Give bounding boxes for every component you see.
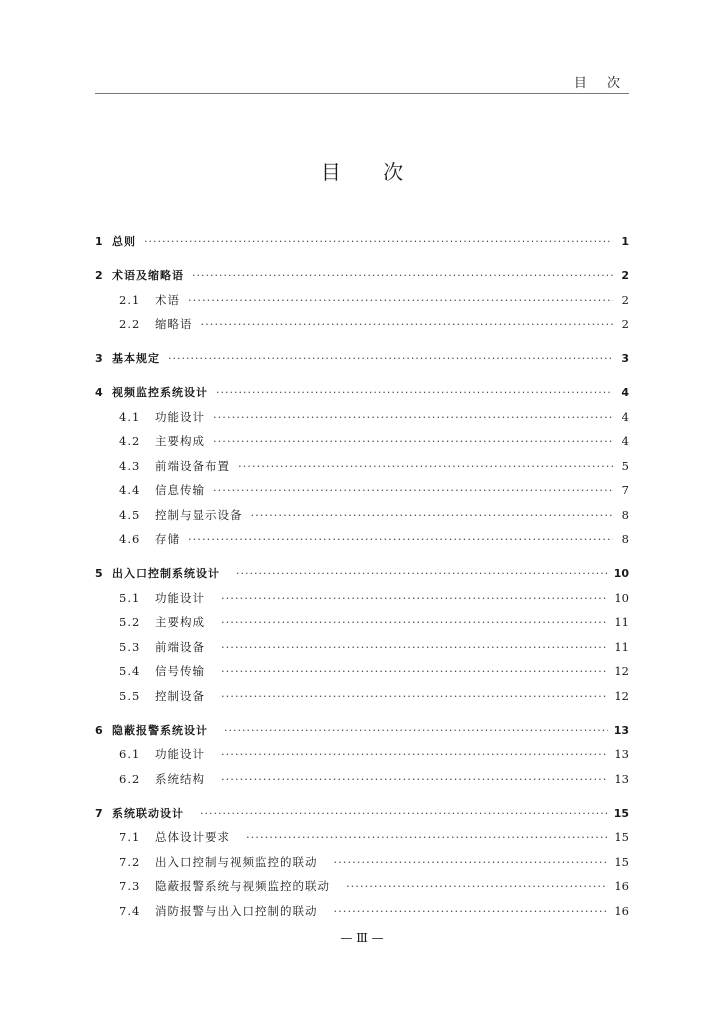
toc-entry-title: 总则 bbox=[112, 235, 136, 248]
toc-chapter-entry[interactable] bbox=[95, 384, 629, 409]
toc-section-entry[interactable] bbox=[95, 316, 629, 341]
toc-entry-number: 5.4 bbox=[119, 664, 141, 678]
toc-entry-title: 术语及缩略语 bbox=[112, 269, 184, 282]
dot-leader bbox=[213, 434, 613, 448]
toc-section-entry[interactable] bbox=[95, 433, 629, 458]
toc-entry-page: 15 bbox=[614, 854, 629, 869]
toc-section-entry[interactable] bbox=[95, 507, 629, 532]
toc-section-entry[interactable] bbox=[95, 590, 629, 615]
toc-entry-page: 11 bbox=[614, 639, 629, 654]
dot-leader bbox=[221, 640, 608, 654]
toc-entry-number: 7 bbox=[95, 806, 103, 820]
toc-entry-number: 2 bbox=[95, 269, 103, 282]
dot-leader bbox=[224, 724, 608, 737]
toc-entry-number: 6.2 bbox=[119, 771, 141, 786]
toc-entry-number: 5.1 bbox=[119, 590, 141, 605]
toc-entry-page: 13 bbox=[614, 747, 629, 761]
toc-section-entry[interactable] bbox=[95, 746, 629, 771]
dot-leader bbox=[334, 855, 609, 869]
dot-leader bbox=[221, 615, 608, 629]
toc-entry-number: 7.4 bbox=[119, 903, 141, 918]
toc-entry-page: 7 bbox=[621, 483, 629, 497]
toc-entry-title: 隐蔽报警系统与视频监控的联动 bbox=[155, 879, 330, 893]
toc-entry-number: 6 bbox=[95, 723, 103, 737]
toc-section-entry[interactable] bbox=[95, 409, 629, 434]
toc-entry-page: 3 bbox=[621, 352, 629, 365]
toc-entry-title: 前端设备 bbox=[155, 639, 205, 654]
toc-entry-number: 5.3 bbox=[119, 639, 141, 654]
toc-entry-number: 4.6 bbox=[119, 532, 141, 546]
dot-leader bbox=[221, 689, 608, 703]
toc-entry-page: 16 bbox=[614, 903, 629, 918]
dot-leader bbox=[221, 591, 608, 605]
toc-entry-title: 缩略语 bbox=[155, 317, 193, 331]
toc-entry-title: 功能设计 bbox=[155, 747, 205, 761]
toc-entry-page: 5 bbox=[621, 458, 629, 473]
dot-leader bbox=[192, 269, 613, 282]
toc-section-entry[interactable] bbox=[95, 688, 629, 713]
toc-entry-title: 主要构成 bbox=[155, 615, 205, 629]
page-title: 目 次 bbox=[320, 160, 422, 184]
toc-entry-title: 主要构成 bbox=[155, 434, 205, 448]
toc-entry-page: 4 bbox=[621, 386, 629, 399]
toc-entry-page: 16 bbox=[614, 879, 629, 893]
toc-entry-page: 10 bbox=[614, 590, 629, 605]
toc-entry-page: 13 bbox=[613, 723, 629, 737]
dot-leader bbox=[251, 508, 614, 522]
dot-leader bbox=[144, 235, 613, 248]
toc-entry-number: 3 bbox=[95, 352, 103, 365]
toc-entry-title: 前端设备布置 bbox=[155, 458, 230, 473]
toc-entry-title: 功能设计 bbox=[155, 590, 205, 605]
toc-entry-title: 功能设计 bbox=[155, 409, 205, 424]
toc-chapter-entry[interactable] bbox=[95, 565, 629, 590]
toc-section-entry[interactable] bbox=[95, 663, 629, 688]
toc-entry-page: 4 bbox=[621, 409, 629, 424]
table-of-contents bbox=[95, 233, 629, 927]
toc-entry-page: 11 bbox=[614, 615, 629, 629]
dot-leader bbox=[201, 317, 614, 331]
toc-entry-number: 4.1 bbox=[119, 409, 141, 424]
toc-entry-page: 8 bbox=[621, 507, 629, 522]
toc-entry-number: 2.2 bbox=[119, 317, 141, 331]
toc-section-entry[interactable] bbox=[95, 854, 629, 879]
toc-entry-title: 控制设备 bbox=[155, 688, 205, 703]
toc-entry-number: 7.1 bbox=[119, 830, 141, 844]
toc-entry-title: 控制与显示设备 bbox=[155, 507, 243, 522]
toc-section-entry[interactable] bbox=[95, 903, 629, 928]
toc-entry-title: 存储 bbox=[155, 532, 180, 546]
toc-section-entry[interactable] bbox=[95, 614, 629, 639]
toc-entry-page: 10 bbox=[613, 567, 629, 580]
toc-chapter-entry[interactable] bbox=[95, 350, 629, 375]
toc-entry-page: 1 bbox=[621, 235, 629, 248]
toc-entry-page: 2 bbox=[621, 292, 629, 307]
toc-entry-number: 7.3 bbox=[119, 879, 141, 893]
dot-leader bbox=[238, 459, 613, 473]
dot-leader bbox=[213, 410, 613, 424]
toc-section-entry[interactable] bbox=[95, 531, 629, 556]
toc-entry-page: 8 bbox=[621, 532, 629, 546]
toc-entry-title: 基本规定 bbox=[112, 352, 160, 365]
dot-leader bbox=[216, 386, 613, 399]
toc-entry-page: 13 bbox=[614, 771, 629, 786]
header-rule bbox=[95, 93, 629, 94]
dot-leader bbox=[168, 352, 613, 365]
toc-section-entry[interactable] bbox=[95, 639, 629, 664]
toc-section-entry[interactable] bbox=[95, 771, 629, 796]
toc-entry-number: 4 bbox=[95, 386, 103, 399]
toc-entry-number: 7.2 bbox=[119, 854, 141, 869]
dot-leader bbox=[188, 293, 613, 307]
toc-section-entry[interactable] bbox=[95, 878, 629, 903]
toc-entry-number: 4.5 bbox=[119, 507, 141, 522]
toc-section-entry[interactable] bbox=[95, 292, 629, 317]
toc-entry-title: 术语 bbox=[155, 292, 180, 307]
toc-entry-title: 信号传输 bbox=[155, 664, 205, 678]
toc-entry-number: 5 bbox=[95, 567, 103, 580]
page-number: — Ⅲ — bbox=[340, 931, 384, 945]
toc-entry-title: 出入口控制与视频监控的联动 bbox=[155, 854, 318, 869]
dot-leader bbox=[221, 747, 608, 761]
toc-entry-title: 消防报警与出入口控制的联动 bbox=[155, 903, 318, 918]
toc-chapter-entry[interactable] bbox=[95, 805, 629, 830]
toc-entry-number: 4.3 bbox=[119, 458, 141, 473]
dot-leader bbox=[213, 483, 613, 497]
toc-entry-number: 6.1 bbox=[119, 747, 141, 761]
toc-entry-page: 12 bbox=[614, 664, 629, 678]
running-header: 目 次 bbox=[573, 76, 628, 91]
toc-entry-number: 5.2 bbox=[119, 615, 141, 629]
toc-chapter-entry[interactable] bbox=[95, 233, 629, 258]
dot-leader bbox=[188, 532, 613, 546]
toc-entry-title: 出入口控制系统设计 bbox=[112, 567, 220, 580]
toc-section-entry[interactable] bbox=[95, 829, 629, 854]
toc-section-entry[interactable] bbox=[95, 482, 629, 507]
dot-leader bbox=[334, 904, 609, 918]
toc-entry-number: 1 bbox=[95, 235, 103, 248]
toc-chapter-entry[interactable] bbox=[95, 267, 629, 292]
toc-entry-title: 视频监控系统设计 bbox=[112, 386, 208, 399]
toc-entry-page: 2 bbox=[621, 269, 629, 282]
toc-entry-number: 2.1 bbox=[119, 292, 141, 307]
toc-section-entry[interactable] bbox=[95, 458, 629, 483]
dot-leader bbox=[221, 664, 608, 678]
toc-entry-page: 2 bbox=[621, 317, 629, 331]
toc-entry-page: 15 bbox=[613, 806, 629, 820]
toc-entry-number: 4.4 bbox=[119, 483, 141, 497]
dot-leader bbox=[346, 879, 608, 893]
toc-entry-title: 总体设计要求 bbox=[155, 830, 230, 844]
dot-leader bbox=[236, 567, 608, 580]
toc-entry-page: 12 bbox=[614, 688, 629, 703]
dot-leader bbox=[200, 807, 608, 820]
dot-leader bbox=[246, 830, 608, 844]
toc-entry-title: 系统联动设计 bbox=[112, 806, 184, 820]
toc-entry-title: 系统结构 bbox=[155, 771, 205, 786]
toc-entry-page: 15 bbox=[614, 830, 629, 844]
toc-chapter-entry[interactable] bbox=[95, 722, 629, 747]
dot-leader bbox=[221, 772, 608, 786]
toc-entry-number: 4.2 bbox=[119, 434, 141, 448]
toc-entry-number: 5.5 bbox=[119, 688, 141, 703]
toc-entry-title: 隐蔽报警系统设计 bbox=[112, 723, 208, 737]
toc-entry-page: 4 bbox=[621, 434, 629, 448]
toc-entry-title: 信息传输 bbox=[155, 483, 205, 497]
